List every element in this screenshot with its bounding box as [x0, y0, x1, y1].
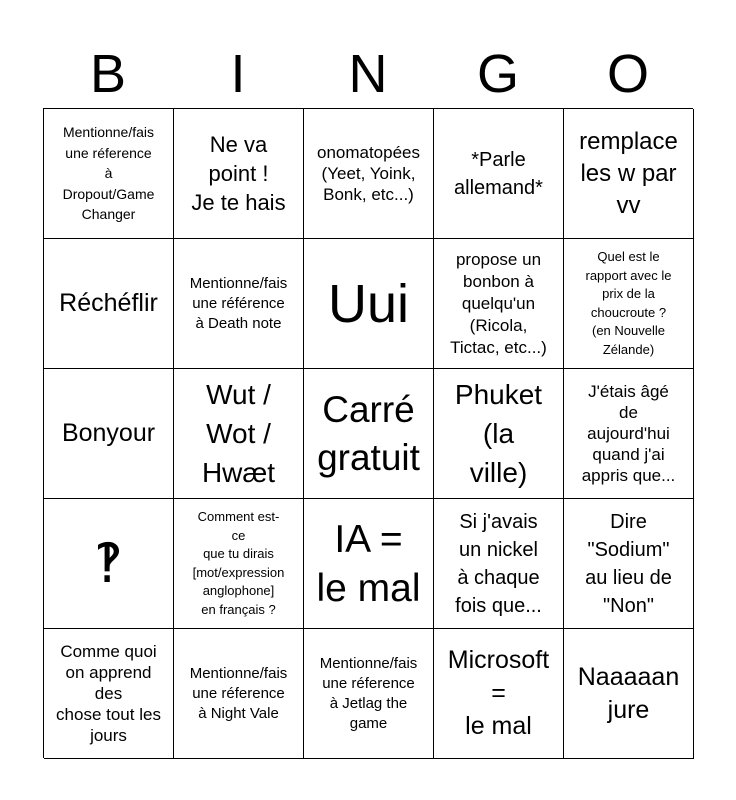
bingo-cell[interactable] [564, 109, 694, 239]
cell-text: Quel est le rapport avec le prix de la choucroute ? (en Nouvelle Zélande) [585, 249, 672, 357]
bingo-cell[interactable] [434, 499, 564, 629]
cell-text: Carré gratuit [317, 388, 420, 478]
bingo-cell[interactable] [564, 499, 694, 629]
cell-text: Réchéflir [59, 289, 158, 317]
header-letter-b: B [89, 44, 127, 104]
cell-text: Bonyour [61, 419, 156, 447]
cell-text: ‽ [94, 533, 123, 594]
cell-text: propose un bonbon à quelqu'un (Ricola, Tictac, etc...) [450, 249, 547, 357]
cell-text: Ne va point ! Je te hais [191, 132, 286, 215]
bingo-header [43, 40, 693, 108]
header-letter-n: N [348, 44, 388, 104]
cell-text: remplace les w par vv [579, 127, 678, 219]
bingo-cell[interactable] [304, 629, 434, 759]
cell-text: Mentionne/fais une référence à Death note [189, 274, 288, 332]
cell-text: Dire "Sodium" au lieu de "Non" [585, 510, 672, 617]
bingo-cell[interactable] [304, 109, 434, 239]
cell-text: IA = le mal [316, 517, 421, 610]
cell-text: Si j'avais un nickel à chaque fois que... [455, 510, 542, 617]
bingo-cell[interactable] [174, 109, 304, 239]
bingo-cell[interactable] [174, 369, 304, 499]
bingo-cell[interactable] [174, 629, 304, 759]
cell-text: Mentionne/fais une réference à Jetlag the game [319, 654, 418, 732]
bingo-cell[interactable] [44, 239, 174, 369]
bingo-cell[interactable] [564, 369, 694, 499]
cell-text: *Parle allemand* [454, 148, 543, 199]
cell-text: Uui [327, 273, 410, 334]
bingo-cell[interactable] [564, 629, 694, 759]
bingo-cell[interactable] [174, 239, 304, 369]
bingo-cell[interactable] [434, 369, 564, 499]
bingo-cell[interactable] [434, 109, 564, 239]
cell-text: Comment est- ce que tu dirais [mot/expression anglophone] en français ? [192, 509, 285, 617]
bingo-cell[interactable] [304, 239, 434, 369]
cell-text: onomatopées (Yeet, Yoink, Bonk, etc...) [316, 143, 421, 204]
cell-text: Mentionne/fais une réference à Night Vale [189, 664, 288, 722]
bingo-cell[interactable] [44, 109, 174, 239]
header-letter-g: G [476, 44, 519, 104]
bingo-cell[interactable] [434, 629, 564, 759]
cell-text: Wut / Wot / Hwæt [201, 379, 276, 488]
bingo-card [43, 108, 693, 758]
cell-text: Comme quoi on apprend des chose tout les jours [56, 642, 161, 745]
bingo-cell[interactable] [434, 239, 564, 369]
bingo-cell[interactable] [44, 369, 174, 499]
cell-text: Naaaaan jure [577, 662, 680, 724]
bingo-cell[interactable] [564, 239, 694, 369]
bingo-cell[interactable] [174, 499, 304, 629]
bingo-cell[interactable] [44, 629, 174, 759]
bingo-cell[interactable] [304, 499, 434, 629]
cell-text: Phuket (la ville) [454, 379, 543, 488]
cell-text: Mentionne/fais une réference à Dropout/Game Changer [62, 124, 155, 223]
header-letter-i: I [230, 44, 246, 104]
bingo-cell[interactable] [304, 369, 434, 499]
bingo-cell[interactable] [44, 499, 174, 629]
header-letter-o: O [606, 44, 649, 104]
cell-text: Microsoft = le mal [447, 646, 550, 740]
cell-text: J'étais âgé de aujourd'hui quand j'ai appris que... [581, 382, 676, 485]
